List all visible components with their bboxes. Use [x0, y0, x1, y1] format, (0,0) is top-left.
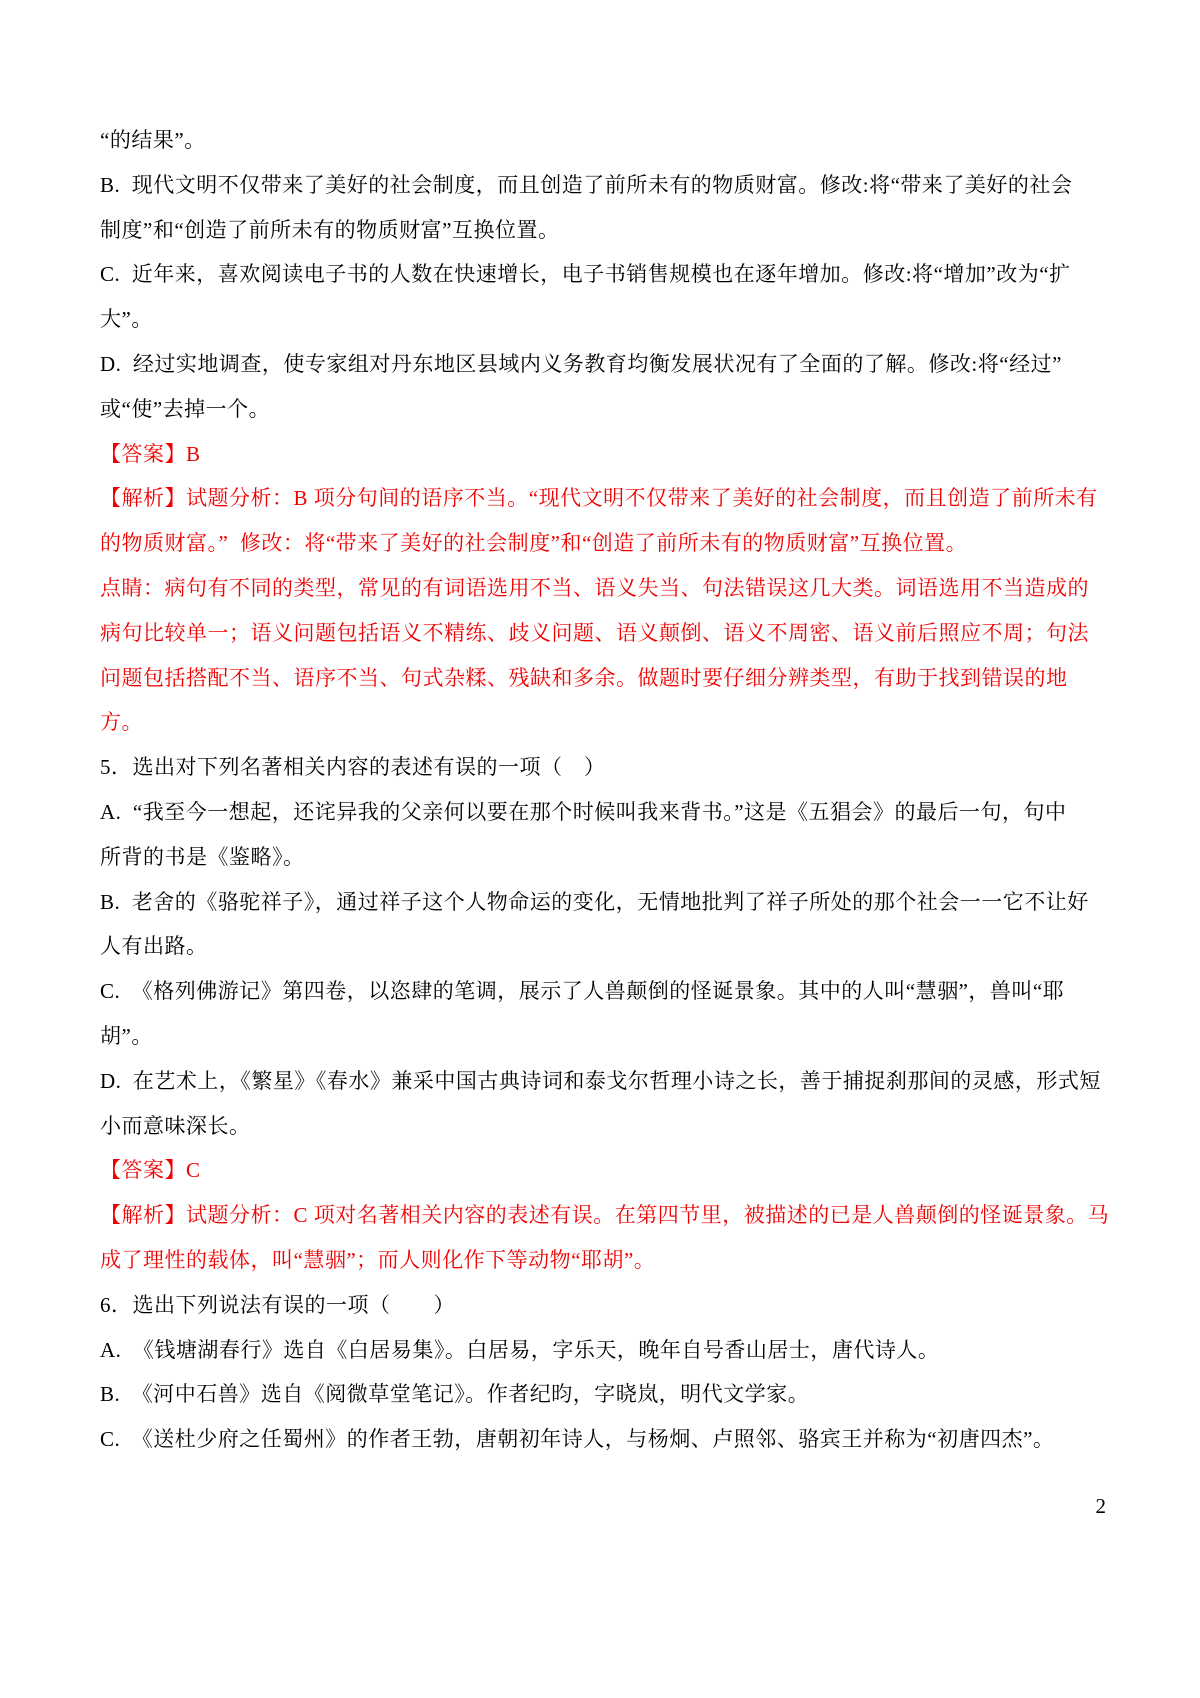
document-lines — [100, 118, 1110, 1462]
text-line: B. 《河中石兽》选自《阅微草堂笔记》。作者纪昀，字晓岚，明代文学家。 — [100, 1382, 810, 1407]
text-line: B. 老舍的《骆驼祥子》，通过祥子这个人物命运的变化，无情地批判了祥子所处的那个社会一一它不让好 — [100, 889, 1089, 914]
text-line: 或“使”去掉一个。 — [100, 396, 271, 421]
text-line: 小而意味深长。 — [100, 1113, 251, 1138]
text-line: 6．选出下列说法有误的一项（ ） — [100, 1292, 455, 1317]
text-line: 问题包括搭配不当、语序不当、句式杂糅、残缺和多余。做题时要仔细分辨类型，有助于找到错误的地方。 — [100, 665, 1068, 735]
text-line: 人有出路。 — [100, 934, 208, 959]
text-line: 制度”和“创造了前所未有的物质财富”互换位置。 — [100, 217, 560, 242]
text-line: C. 近年来，喜欢阅读电子书的人数在快速增长，电子书销售规模也在逐年增加。修改:将“增加”改为“扩 — [100, 262, 1071, 287]
text-line: B. 现代文明不仅带来了美好的社会制度，而且创造了前所未有的物质财富。修改:将“带来了美好的社会 — [100, 172, 1073, 197]
text-line: 【解析】试题分析：C 项对名著相关内容的表述有误。在第四节里，被描述的已是人兽颠倒的怪诞景象。马 — [100, 1203, 1110, 1228]
page-number: 2 — [1095, 1494, 1106, 1518]
text-line: “的结果”。 — [100, 128, 206, 152]
text-line: C. 《格列佛游记》第四卷，以恣肆的笔调，展示了人兽颠倒的怪诞景象。其中的人叫“慧骃”，兽叫“耶 — [100, 979, 1065, 1004]
text-line: 【答案】C — [100, 1158, 201, 1183]
text-line: 的物质财富。” 修改：将“带来了美好的社会制度”和“创造了前所未有的物质财富”互换位置。 — [100, 531, 968, 556]
text-line: 【解析】试题分析：B 项分句间的语序不当。“现代文明不仅带来了美好的社会制度，而且创造了前所未有 — [100, 486, 1098, 511]
text-line: 【答案】B — [100, 441, 201, 466]
text-line: 所背的书是《鉴略》。 — [100, 844, 305, 869]
text-line: C. 《送杜少府之任蜀州》的作者王勃，唐朝初年诗人，与杨炯、卢照邻、骆宾王并称为“初唐四杰”。 — [100, 1427, 1055, 1452]
text-line: 5．选出对下列名著相关内容的表述有误的一项（ ） — [100, 755, 606, 780]
text-line: 点睛：病句有不同的类型，常见的有词语选用不当、语义失当、句法错误这几大类。词语选用不当造成的 — [100, 575, 1089, 600]
text-line: A. 《钱塘湖春行》选自《白居易集》。白居易，字乐天，晚年自号香山居士，唐代诗人。 — [100, 1337, 940, 1362]
text-line: D. 在艺术上，《繁星》《春水》兼采中国古典诗词和泰戈尔哲理小诗之长，善于捕捉刹那间的灵感，形式短 — [100, 1068, 1101, 1093]
text-line: 大”。 — [100, 307, 153, 332]
text-line: 病句比较单一；语义问题包括语义不精练、歧义问题、语义颠倒、语义不周密、语义前后照应不周；句法 — [100, 620, 1089, 645]
text-line: D. 经过实地调查，使专家组对丹东地区县域内义务教育均衡发展状况有了全面的了解。修改:将“经过” — [100, 351, 1062, 376]
text-line: 胡”。 — [100, 1023, 153, 1048]
text-line: 成了理性的载体，叫“慧骃”；而人则化作下等动物“耶胡”。 — [100, 1247, 656, 1272]
text-line: A. “我至今一想起，还诧异我的父亲何以要在那个时候叫我来背书。”这是《五猖会》的最后一句，句中 — [100, 799, 1067, 824]
